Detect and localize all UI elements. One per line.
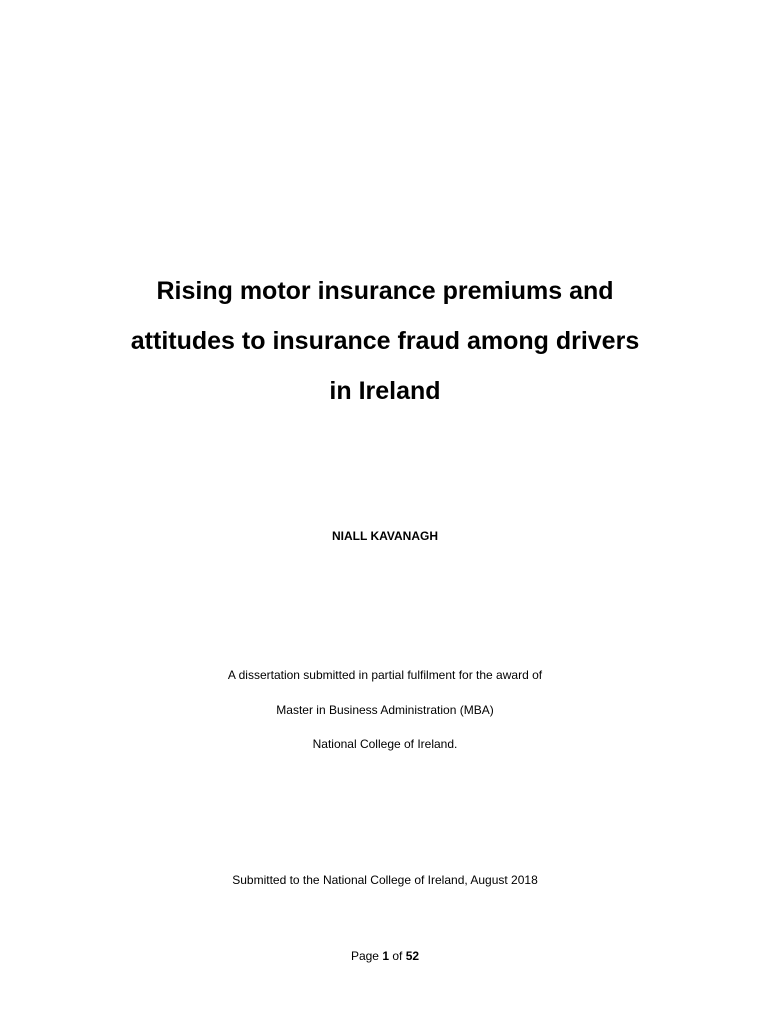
institution-name: National College of Ireland.: [312, 737, 458, 751]
title-line-3: in Ireland: [329, 377, 441, 405]
total-page-count: 52: [405, 949, 420, 963]
title-line-1: Rising motor insurance premiums and: [156, 277, 614, 305]
degree-name: Master in Business Administration (MBA): [276, 703, 494, 717]
submission-statement-line-1: A dissertation submitted in partial fulfilment for the award of: [227, 668, 543, 682]
author-name: NIALL KAVANAGH: [332, 529, 438, 543]
page-label: Page: [350, 949, 379, 963]
of-label: of: [392, 949, 403, 963]
current-page-number: 1: [382, 949, 389, 963]
submission-date-statement: Submitted to the National College of Ireland, August 2018: [232, 873, 538, 887]
dissertation-title: [0, 266, 770, 416]
title-line-2: attitudes to insurance fraud among drivers: [130, 327, 640, 355]
page-number-footer: [0, 949, 770, 963]
